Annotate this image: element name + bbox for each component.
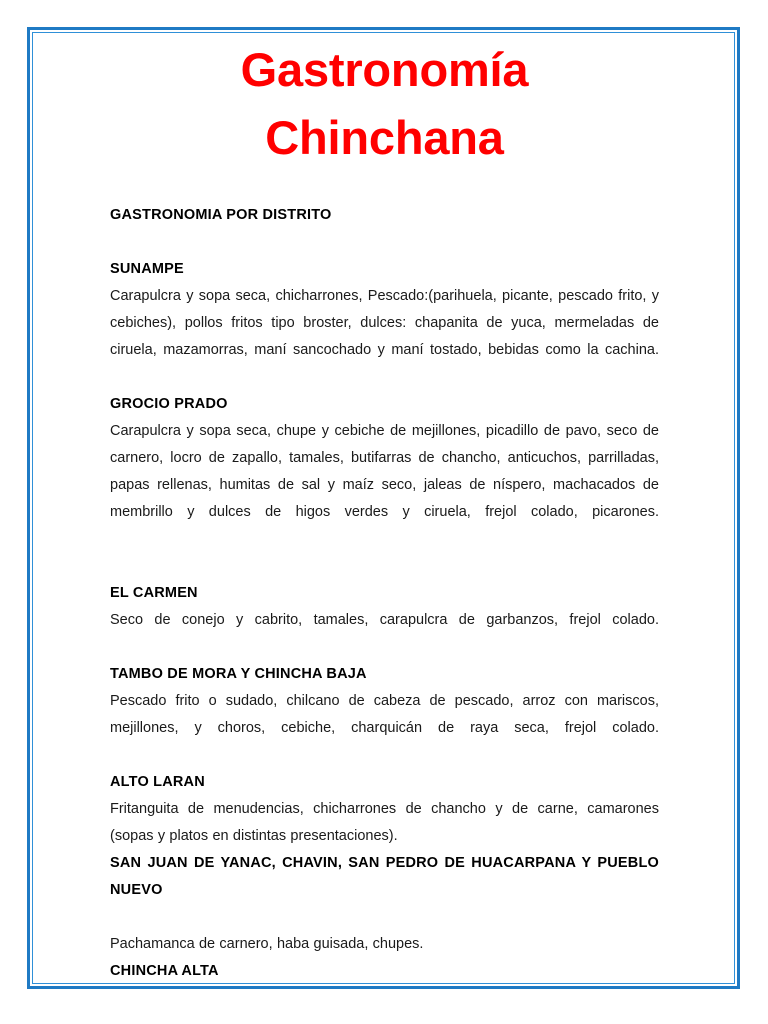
page-title-line-2: Chinchana: [265, 111, 504, 164]
spacer-line: [110, 229, 659, 256]
district-heading-tambo-de-mora: TAMBO DE MORA Y CHINCHA BAJA: [110, 666, 367, 682]
district-body-tambo-de-mora: Pescado frito o sudado, chilcano de cabeza de pescado, arroz con mariscos, mejillones, y choros, cebiche, charquicán de raya seca, frejol colado.: [110, 693, 659, 736]
spacer-line: [110, 553, 659, 580]
page-title-line-1: Gastronomía: [240, 43, 529, 96]
district-body-grocio-prado: Carapulcra y sopa seca, chupe y cebiche de mejillones, picadillo de pavo, seco de carnero, locro de zapallo, tamales, butifarras de chancho, anticuchos, parrilladas, papas rellenas, humitas de sal y maíz seco, jaleas de níspero, machacados de membrillo y dulces de higos verdes y ciruela, frejol colado, picarones.: [110, 423, 659, 520]
district-heading-chincha-alta: CHINCHA ALTA: [110, 963, 219, 979]
district-heading-sunampe: SUNAMPE: [110, 261, 184, 277]
page-title: [110, 36, 659, 172]
district-heading-san-juan-de-yanac: SAN JUAN DE YANAC, CHAVIN, SAN PEDRO DE HUACARPANA Y PUEBLO NUEVO: [110, 855, 659, 898]
section-heading-main: GASTRONOMIA POR DISTRITO: [110, 207, 332, 223]
district-body-san-juan-de-yanac: Pachamanca de carnero, haba guisada, chupes.: [110, 936, 424, 952]
district-heading-grocio-prado: GROCIO PRADO: [110, 396, 228, 412]
district-heading-alto-laran: ALTO LARAN: [110, 774, 205, 790]
document-body: [110, 202, 659, 985]
document-content: [110, 36, 659, 985]
district-body-alto-laran: Fritanguita de menudencias, chicharrones de chancho y de carne, camarones (sopas y platos en distintas presentaciones).: [110, 801, 659, 844]
district-heading-el-carmen: EL CARMEN: [110, 585, 198, 601]
district-body-sunampe: Carapulcra y sopa seca, chicharrones, Pescado:(parihuela, picante, pescado frito, y cebiches), pollos fritos tipo broster, dulces: chapanita de yuca, mermeladas de ciruela, mazamorras, maní sancochado y maní tostado, bebidas como la cachina.: [110, 288, 659, 358]
district-body-el-carmen: Seco de conejo y cabrito, tamales, carapulcra de garbanzos, frejol colado.: [110, 612, 659, 628]
